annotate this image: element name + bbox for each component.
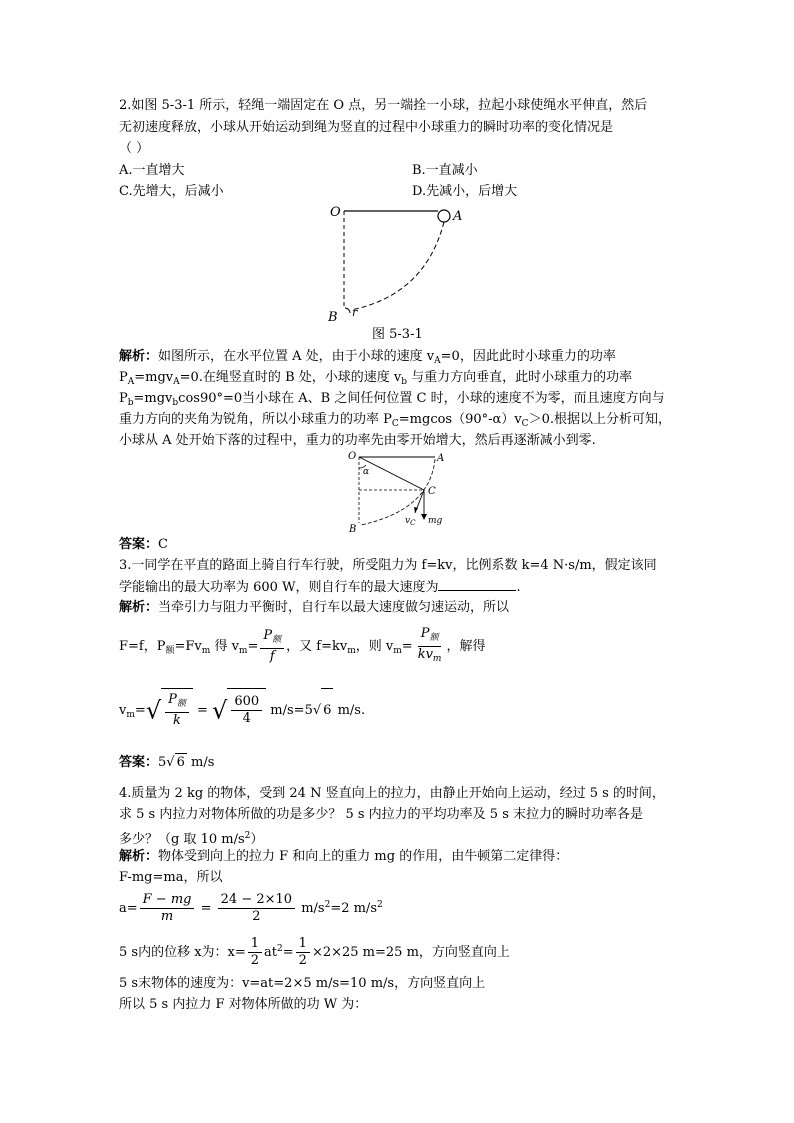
figure-5-3-1	[325, 200, 475, 325]
q3-equation-2: $v_m=√$ $\frac{P_额}{k}$ = √ $\frac{600}{4}$ m/s=5√ 6 m/s.	[119, 688, 365, 737]
q3-blank	[438, 578, 516, 591]
q4-line2: 求 5 s 内拉力对物体所做的功是多少？ 5 s 内拉力的平均功率及 5 s 末拉力的瞬时功率各是	[119, 807, 644, 822]
fig2-label-c: C	[428, 486, 436, 497]
q3-line2: 学能输出的最大功率为 600 W，则自行车的最大速度为 .	[119, 580, 521, 595]
q4-line3: 多少？（g 取 10 $m/s^2$）	[119, 831, 264, 847]
fig1-label-o: O	[330, 205, 341, 220]
q3-line1: 3.一同学在平直的路面上骑自行车行驶，所受阻力为 f=kv，比例系数 k=4 N·s/m，假定该同	[119, 558, 657, 573]
q2-analysis-line4: 重力方向的夹角为锐角，所以小球重力的功率 $P_C=mgcos(90^\circ-\alpha)v_C>0$.根据以上分析可知，	[119, 412, 671, 429]
q2-analysis-line3: $P_b=mgv_b\cos 90^\circ=0$当小球在 A、B 之间任何位置 C 时，小球的速度不为零，而且速度方向与	[119, 391, 665, 408]
q2-option-a: A.一直增大	[119, 163, 185, 178]
fig2-label-a: A	[437, 453, 445, 464]
q3-analysis-line1: 解析：当牵引力与阻力平衡时，自行车以最大速度做匀速运动，所以	[119, 600, 510, 615]
q4-analysis-work: 所以 5 s 内拉力 F 对物体所做的功 W 为：	[119, 997, 368, 1012]
fig2-label-alpha: α	[363, 467, 370, 477]
q3-equation-1: F=f，$P_额=Fv_m$ 得 $v_m=$ $\frac{P_额}{f}$ ，又 $f=kv_m$，则 $v_m=$ $\frac{P_额}{kv_m}$ ，解得	[119, 626, 486, 664]
q4-analysis-line2: F-mg=ma，所以	[119, 870, 223, 885]
q4-analysis-line1: 解析：物体受到向上的拉力 F 和向上的重力 mg 的作用，由牛顿第二定律得：	[119, 849, 569, 864]
q2-option-d: D.先减小，后增大	[412, 184, 518, 199]
fig-caption: 图 5-3-1	[372, 327, 423, 342]
q2-line2: 无初速度释放，小球从开始运动到绳为竖直的过程中小球重力的瞬时功率的变化情况是	[119, 120, 614, 135]
q2-option-b: B.一直减小	[412, 163, 478, 178]
fig1-label-a: A	[453, 209, 463, 224]
fig2-label-b: B	[349, 524, 357, 535]
figure-analysis	[345, 450, 455, 535]
q2-line1: 2.如图 5-3-1 所示，轻绳一端固定在 O 点，另一端拴一小球，拉起小球使绳水平伸直，然后	[119, 98, 648, 113]
q4-equation-a: a= $\frac{F - mg}{m}$ = $\frac{24 - 2\times 10}{2}$ $m/s^2=2$ $m/s^2$	[119, 892, 383, 924]
fig2-label-mg: mg	[428, 516, 443, 526]
fig1-label-b: B	[328, 310, 338, 325]
q2-analysis-line2: $P_A=mgv_A=0$.在绳竖直时的 B 处，小球的速度 $v_b$ 与重力方向垂直，此时小球重力的功率	[119, 370, 633, 387]
q3-answer: 答案：5√ 6 m/s	[119, 755, 215, 770]
fig2-label-vc: $v_C$	[405, 516, 416, 527]
fig1-label-r: r	[352, 306, 358, 319]
q2-answer: 答案：C	[119, 537, 168, 552]
q4-equation-x: 5 s内的位移 x为：x= $\frac{1}{2}$ $at^2=$ $\frac{1}{2}$ ×2×25 m=25 m，方向竖直向上	[119, 936, 510, 968]
q2-option-c: C.先增大，后减小	[119, 184, 224, 199]
q2-analysis-line1: 解析：如图所示，在水平位置 A 处，由于小球的速度 $v_A=0$，因此此时小球重力的功率	[119, 349, 616, 366]
q2-line3: （ ）	[119, 141, 150, 156]
fig2-label-o: O	[348, 451, 357, 462]
q4-line1: 4.质量为 2 kg 的物体，受到 24 N 竖直向上的拉力，由静止开始向上运动，经过 5 s 的时间，	[119, 786, 665, 801]
q4-analysis-velocity: 5 s末物体的速度为：v=at=2×5 m/s=10 m/s，方向竖直向上	[119, 976, 486, 991]
q2-analysis-line5: 小球从 A 处开始下落的过程中，重力的功率先由零开始增大，然后再逐渐减小到零.	[119, 433, 596, 448]
